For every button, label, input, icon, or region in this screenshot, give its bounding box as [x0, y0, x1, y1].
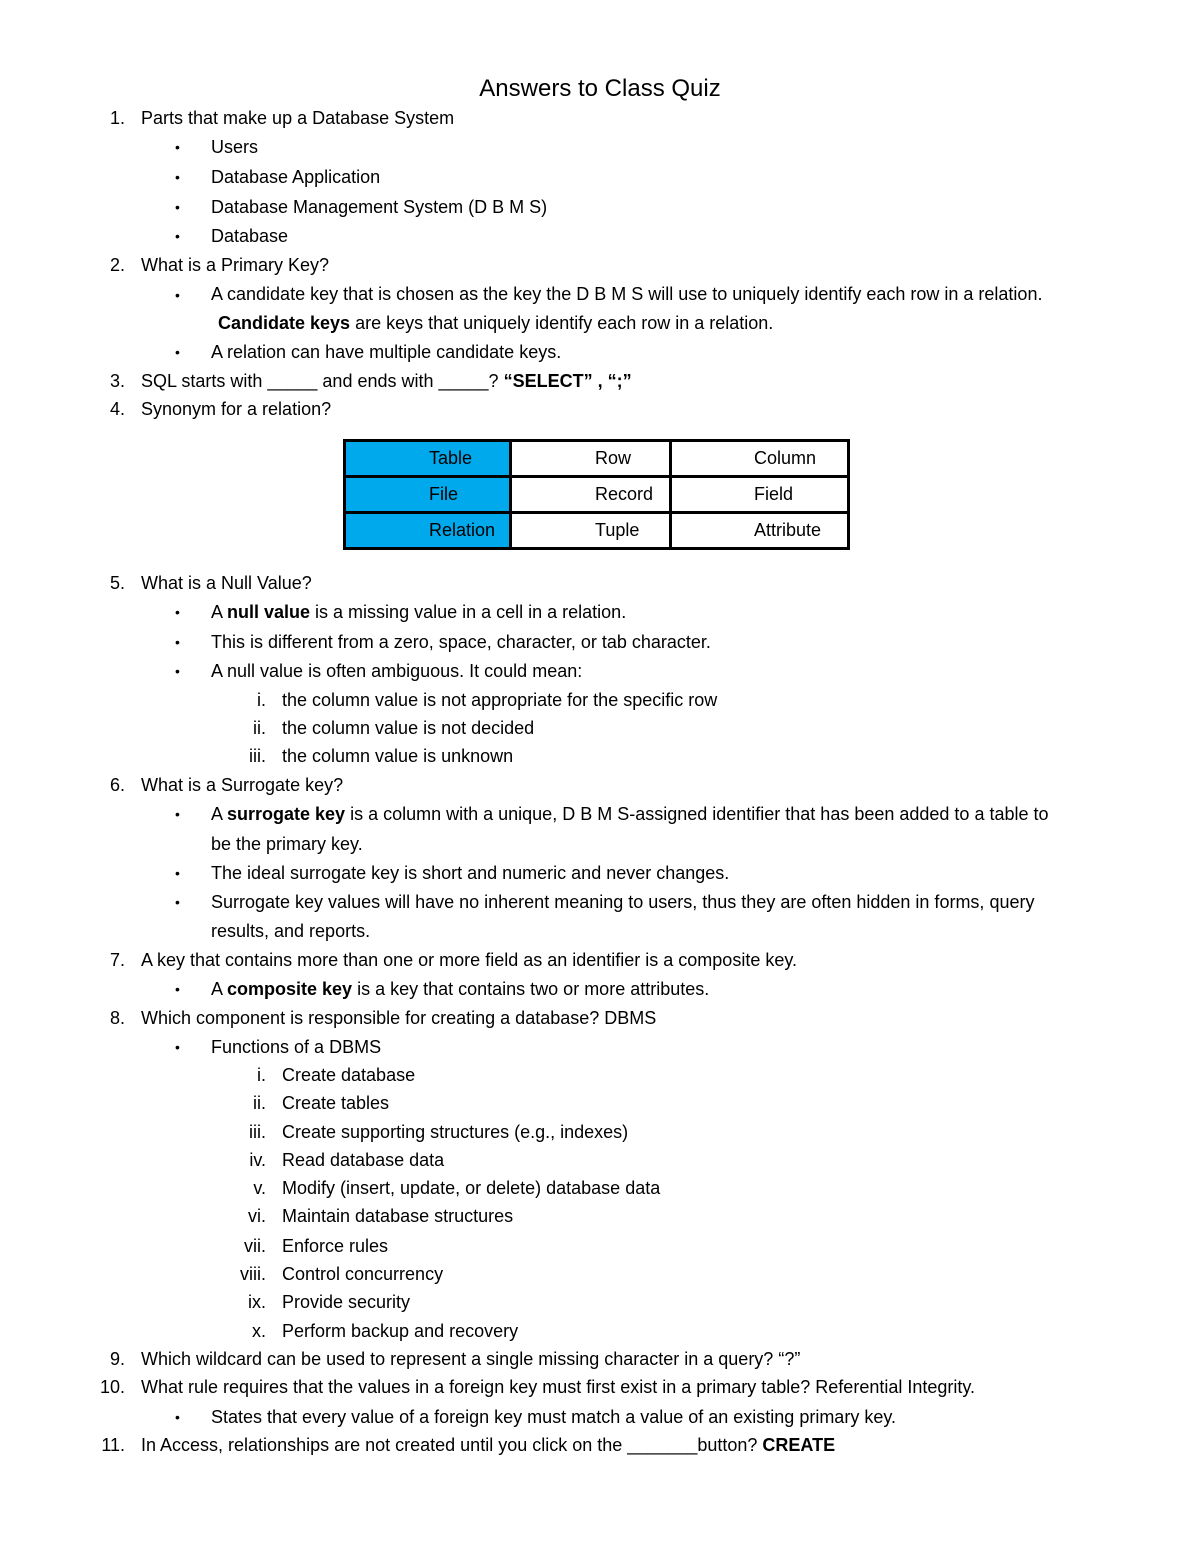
bullet-icon: •: [175, 139, 180, 155]
bullet-icon: •: [175, 199, 180, 215]
q2-number: 2.: [109, 255, 125, 275]
table-cell: Field: [671, 477, 849, 513]
sub-number: viii.: [240, 1264, 266, 1284]
list-item-continuation: be the primary key.: [211, 834, 363, 854]
list-item: [211, 603, 626, 621]
q5-number: 5.: [109, 573, 125, 593]
bullet-icon: •: [175, 344, 180, 360]
text-run: is a column with a unique, D B M S-assigned identifier that has been added to a table to: [345, 804, 1049, 824]
table-cell: Tuple: [511, 513, 671, 549]
bullet-icon: •: [175, 604, 180, 620]
sub-number: vii.: [244, 1236, 266, 1256]
sub-item: Enforce rules: [282, 1236, 389, 1256]
table-cell: Table: [345, 441, 511, 477]
list-item-continuation: [218, 314, 773, 332]
bullet-icon: •: [175, 1409, 180, 1425]
text-run: is a key that contains two or more attributes.: [352, 979, 710, 999]
bullet-icon: •: [175, 663, 180, 679]
list-item: [211, 805, 1049, 823]
q11-answer: CREATE: [762, 1435, 836, 1455]
sub-item: Create supporting structures (e.g., indexes): [282, 1122, 629, 1142]
table-cell: Record: [511, 477, 671, 513]
sub-number: ix.: [248, 1292, 266, 1312]
q2-text: What is a Primary Key?: [141, 255, 330, 275]
sub-number: iv.: [249, 1150, 266, 1170]
q8-text: Which component is responsible for creating a database? DBMS: [141, 1008, 657, 1028]
sub-number: i.: [257, 1065, 266, 1085]
sub-item: Read database data: [282, 1150, 445, 1170]
bullet-icon: •: [175, 981, 180, 997]
sub-number: i.: [257, 690, 266, 710]
list-item: The ideal surrogate key is short and numeric and never changes.: [211, 863, 730, 883]
q11-text: [141, 1436, 835, 1454]
list-item: Users: [211, 137, 259, 157]
list-item: A candidate key that is chosen as the key the D B M S will use to uniquely identify each row in a relation.: [211, 284, 1043, 304]
sub-number: iii.: [249, 1122, 266, 1142]
sub-item: Maintain database structures: [282, 1206, 514, 1226]
bullet-icon: •: [175, 1039, 180, 1055]
sub-number: ii.: [253, 718, 266, 738]
q3-answer: “SELECT” , “;”: [503, 371, 632, 391]
page-title: Answers to Class Quiz: [479, 75, 721, 102]
q7-text: A key that contains more than one or more field as an identifier is a composite key.: [141, 950, 798, 970]
q11-question: In Access, relationships are not created until you click on the _______button?: [141, 1435, 758, 1455]
term-bold: composite key: [227, 979, 353, 999]
table-row: [345, 513, 849, 549]
sub-number: iii.: [249, 746, 266, 766]
list-item: This is different from a zero, space, character, or tab character.: [211, 632, 711, 652]
sub-number: vi.: [248, 1206, 266, 1226]
bullet-icon: •: [175, 287, 180, 303]
bullet-icon: •: [175, 894, 180, 910]
list-item: Database Management System (D B M S): [211, 197, 548, 217]
q4-text: Synonym for a relation?: [141, 399, 332, 419]
sub-item: Provide security: [282, 1292, 411, 1312]
table-cell: File: [345, 477, 511, 513]
q5-text: What is a Null Value?: [141, 573, 312, 593]
q1-number: 1.: [109, 108, 125, 128]
sub-item: Create tables: [282, 1093, 390, 1113]
table-cell: Row: [511, 441, 671, 477]
sub-item: the column value is not appropriate for the specific row: [282, 690, 718, 710]
text-run: A: [211, 602, 228, 622]
list-item: A null value is often ambiguous. It could mean:: [211, 661, 583, 681]
q6-text: What is a Surrogate key?: [141, 775, 344, 795]
list-item: A relation can have multiple candidate keys.: [211, 342, 562, 362]
bullet-icon: •: [175, 228, 180, 244]
sub-item: Control concurrency: [282, 1264, 444, 1284]
text-run: is a missing value in a cell in a relation.: [310, 602, 627, 622]
sub-item: the column value is not decided: [282, 718, 535, 738]
bullet-icon: •: [175, 634, 180, 650]
list-item: States that every value of a foreign key must match a value of an existing primary key.: [211, 1407, 896, 1427]
q7-number: 7.: [109, 950, 125, 970]
term-bold: surrogate key: [227, 804, 346, 824]
table-row: [345, 477, 849, 513]
q1-text: Parts that make up a Database System: [141, 108, 455, 128]
list-item: Database Application: [211, 167, 381, 187]
table-cell: Column: [671, 441, 849, 477]
bullet-icon: •: [175, 806, 180, 822]
list-item: Database: [211, 226, 289, 246]
q9-text: Which wildcard can be used to represent a single missing character in a query? “?”: [141, 1349, 801, 1369]
term-bold: null value: [227, 602, 311, 622]
list-item: [211, 980, 709, 998]
bullet-icon: •: [175, 865, 180, 881]
q3-text: [141, 372, 632, 390]
table-row: [345, 441, 849, 477]
sub-number: v.: [253, 1178, 266, 1198]
q3-question: SQL starts with _____ and ends with _____?: [141, 371, 499, 391]
q10-number: 10.: [99, 1377, 125, 1397]
q4-number: 4.: [109, 399, 125, 419]
sub-item: Perform backup and recovery: [282, 1321, 519, 1341]
q11-number: 11.: [101, 1435, 125, 1455]
term-definition: are keys that uniquely identify each row in a relation.: [350, 313, 774, 333]
sub-item: Modify (insert, update, or delete) database data: [282, 1178, 661, 1198]
list-item-continuation: results, and reports.: [211, 921, 371, 941]
sub-item: Create database: [282, 1065, 416, 1085]
list-item: Surrogate key values will have no inherent meaning to users, thus they are often hidden in forms, query: [211, 892, 1035, 912]
q10-text: What rule requires that the values in a foreign key must first exist in a primary table? Referential Integrity.: [141, 1377, 976, 1397]
synonym-table: [343, 439, 850, 550]
table-cell: Relation: [345, 513, 511, 549]
q3-number: 3.: [109, 371, 125, 391]
q9-number: 9.: [109, 1349, 125, 1369]
sub-number: x.: [251, 1321, 266, 1341]
bullet-icon: •: [175, 169, 180, 185]
text-run: A: [211, 979, 228, 999]
term-bold: Candidate keys: [218, 313, 351, 333]
table-cell: Attribute: [671, 513, 849, 549]
sub-item: the column value is unknown: [282, 746, 514, 766]
q8-number: 8.: [109, 1008, 125, 1028]
text-run: A: [211, 804, 228, 824]
list-item: Functions of a DBMS: [211, 1037, 382, 1057]
q6-number: 6.: [109, 775, 125, 795]
sub-number: ii.: [253, 1093, 266, 1113]
